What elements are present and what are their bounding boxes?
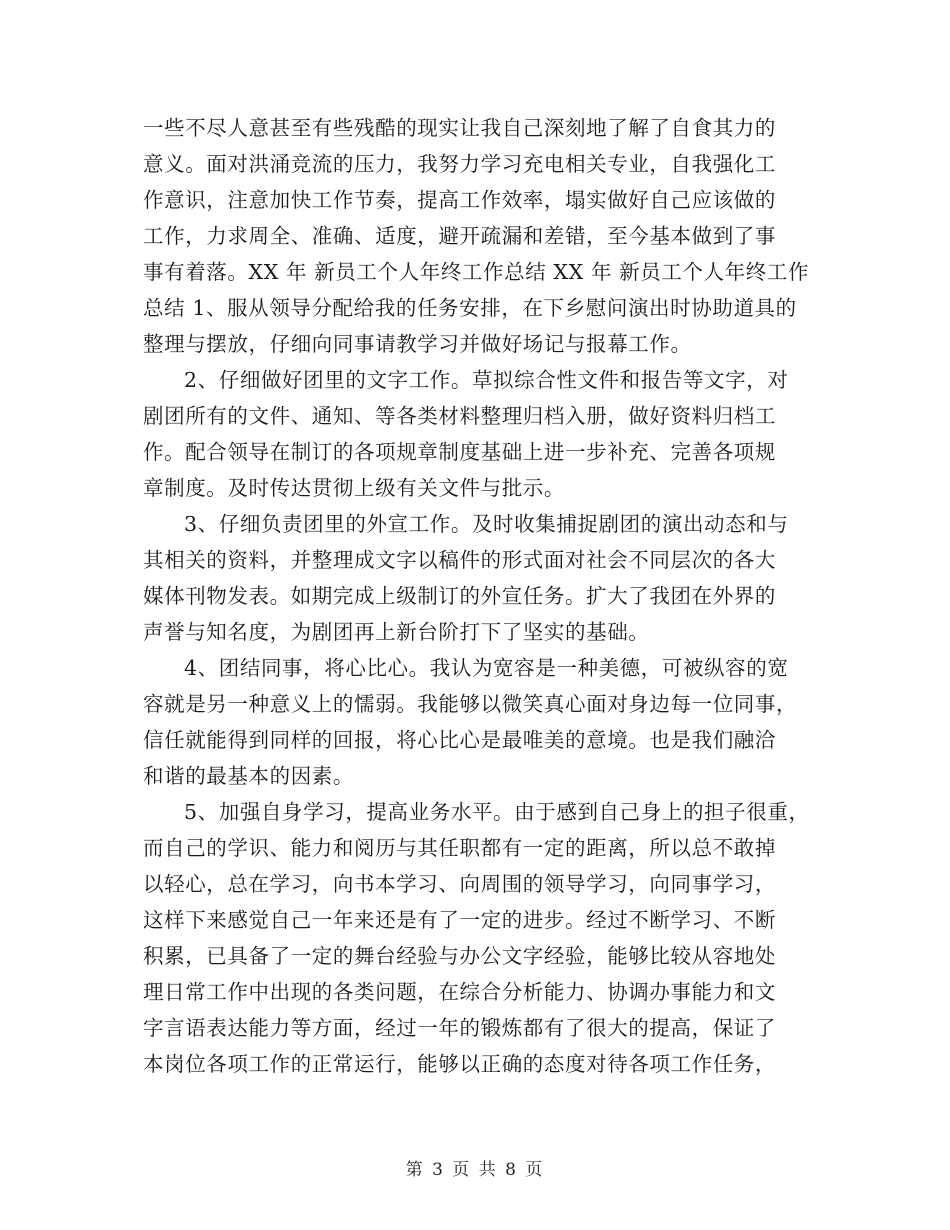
text-line: 总结 1、服从领导分配给我的任务安排，在下乡慰问演出时协助道具的 <box>143 296 797 320</box>
text-line: 整理与摆放，仔细向同事请教学习并做好场记与报幕工作。 <box>143 332 692 356</box>
text-line: 章制度。及时传达贯彻上级有关文件与批示。 <box>143 476 565 500</box>
text-line: 声誉与知名度，为剧团再上新台阶打下了坚实的基础。 <box>143 620 650 644</box>
text-line: 以轻心，总在学习，向书本学习、向周围的领导学习，向同事学习， <box>143 872 776 896</box>
text-line: 而自己的学识、能力和阅历与其任职都有一定的距离，所以总不敢掉 <box>143 836 776 860</box>
text-line: 这样下来感觉自己一年来还是有了一定的进步。经过不断学习、不断 <box>143 908 776 932</box>
text-line: 意义。面对洪涌竞流的压力，我努力学习充电相关专业，自我强化工 <box>143 152 776 176</box>
paragraph-2 <box>143 362 823 506</box>
text-line: 3、仔细负责团里的外宣工作。及时收集捕捉剧团的演出动态和与 <box>184 512 789 536</box>
text-line: 信任就能得到同样的回报，将心比心是最唯美的意境。也是我们融洽 <box>143 728 776 752</box>
text-line: 剧团所有的文件、通知、等各类材料整理归档入册，做好资料归档工 <box>143 404 776 428</box>
paragraph-3 <box>143 506 823 650</box>
text-line: 本岗位各项工作的正常运行，能够以正确的态度对待各项工作任务， <box>143 1052 776 1076</box>
text-line: 理日常工作中出现的各类问题，在综合分析能力、协调办事能力和文 <box>143 980 776 1004</box>
paragraph-4 <box>143 650 823 794</box>
text-line: 媒体刊物发表。如期完成上级制订的外宣任务。扩大了我团在外界的 <box>143 584 776 608</box>
document-body <box>143 110 823 1082</box>
text-line: 5、加强自身学习，提高业务水平。由于感到自己身上的担子很重， <box>184 800 810 824</box>
page-number-footer: 第 3 页 共 8 页 <box>405 1160 545 1180</box>
text-line: 和谐的最基本的因素。 <box>143 764 354 788</box>
text-line: 其相关的资料，并整理成文字以稿件的形式面对社会不同层次的各大 <box>143 548 776 572</box>
paragraph-5 <box>143 794 823 1082</box>
text-line: 4、团结同事，将心比心。我认为宽容是一种美德，可被纵容的宽 <box>184 656 789 680</box>
text-line: 工作，力求周全、准确、适度，避开疏漏和差错，至今基本做到了事 <box>143 224 776 248</box>
text-line: 积累，已具备了一定的舞台经验与办公文字经验，能够比较从容地处 <box>143 944 776 968</box>
text-line: 作意识，注意加快工作节奏，提高工作效率，塌实做好自己应该做的 <box>143 188 776 212</box>
text-line: 字言语表达能力等方面，经过一年的锻炼都有了很大的提高，保证了 <box>143 1016 776 1040</box>
text-line: 作。配合领导在制订的各项规章制度基础上进一步补充、完善各项规 <box>143 440 776 464</box>
text-line: 容就是另一种意义上的懦弱。我能够以微笑真心面对身边每一位同事， <box>143 692 798 716</box>
text-line: 2、仔细做好团里的文字工作。草拟综合性文件和报告等文字，对 <box>184 368 789 392</box>
paragraph-1 <box>143 110 823 362</box>
text-line: 事有着落。XX 年 新员工个人年终工作总结 XX 年 新员工个人年终工作 <box>143 260 810 284</box>
text-line: 一些不尽人意甚至有些残酷的现实让我自己深刻地了解了自食其力的 <box>143 116 776 140</box>
